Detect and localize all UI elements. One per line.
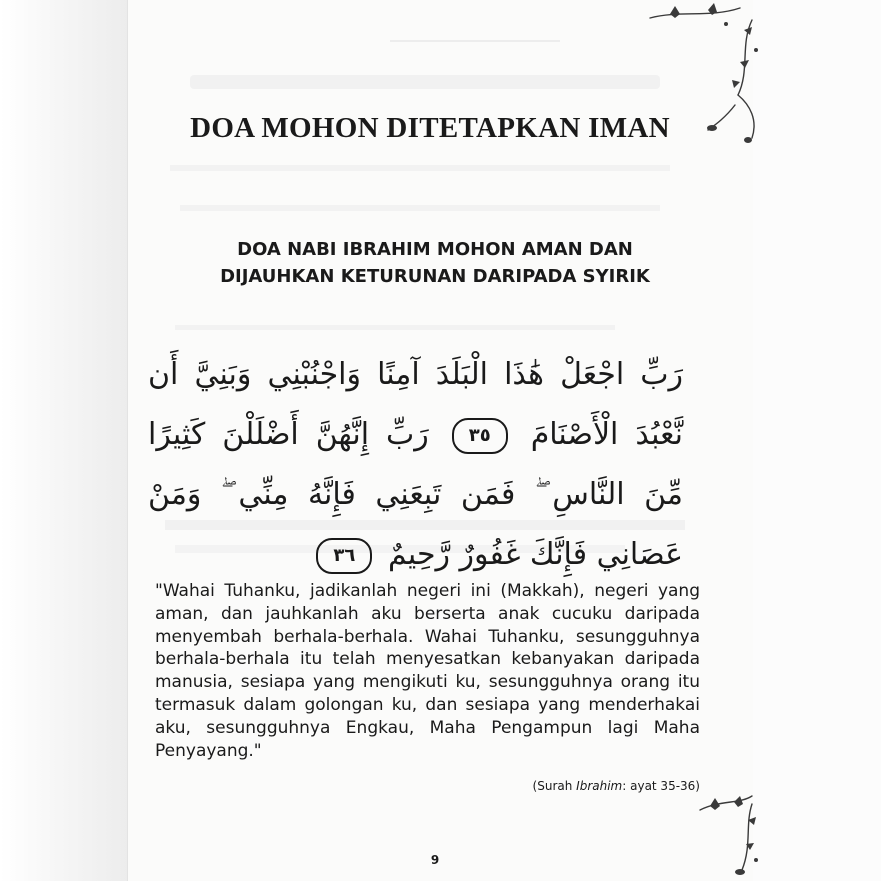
ayah-number-marker: ٣٥	[452, 418, 508, 454]
verse-citation	[460, 779, 700, 793]
binding-shadow	[0, 0, 130, 881]
page-title: DOA MOHON DITETAPKAN IMAN	[190, 112, 670, 144]
arabic-verse-part-1: رَبِّ اجْعَلْ هَٰذَا الْبَلَدَ آمِنًا وَاجْنُبْنِي وَبَنِيَّ أَن نَّعْبُدَ الْأَصْنَامَ	[148, 357, 683, 452]
floral-ornament-top	[640, 0, 770, 150]
floral-ornament-bottom	[690, 790, 770, 881]
section-subtitle: DOA NABI IBRAHIM MOHON AMAN DAN DIJAUHKAN KETURUNAN DARIPADA SYIRIK	[220, 239, 650, 287]
arabic-verse-part-2: رَبِّ إِنَّهُنَّ أَضْلَلْنَ كَثِيرًا مِّنَ النَّاسِ ۖ فَمَن تَبِعَنِي فَإِنَّهُ مِنِّي ۖ وَمَنْ عَصَانِي فَإِنَّكَ غَفُورٌ رَّحِيمٌ	[148, 417, 683, 572]
page-margin	[753, 0, 881, 881]
arabic-verse	[148, 345, 683, 585]
citation-suffix: : ayat 35-36)	[622, 779, 700, 793]
page-number: 9	[430, 853, 440, 867]
citation-prefix: (Surah	[532, 779, 577, 793]
citation-surah-name: Ibrahim	[576, 779, 623, 793]
translation-text: "Wahai Tuhanku, jadikanlah negeri ini (Makkah), negeri yang aman, dan jauhkanlah aku berserta anak cucuku daripada menyembah berhala-berhala. Wahai Tuhanku, sesungguhnya berhala-berhala itu telah menyesatkan kebanyakan daripada manusia, sesiapa yang mengikuti ku, sesungguhnya orang itu termasuk dalam golongan ku, dan sesiapa yang menderhakai aku, sesungguhnya Engkau, Maha Pengampun lagi Maha Penyayang."	[155, 581, 700, 761]
ayah-number-marker: ٣٦	[316, 538, 372, 574]
